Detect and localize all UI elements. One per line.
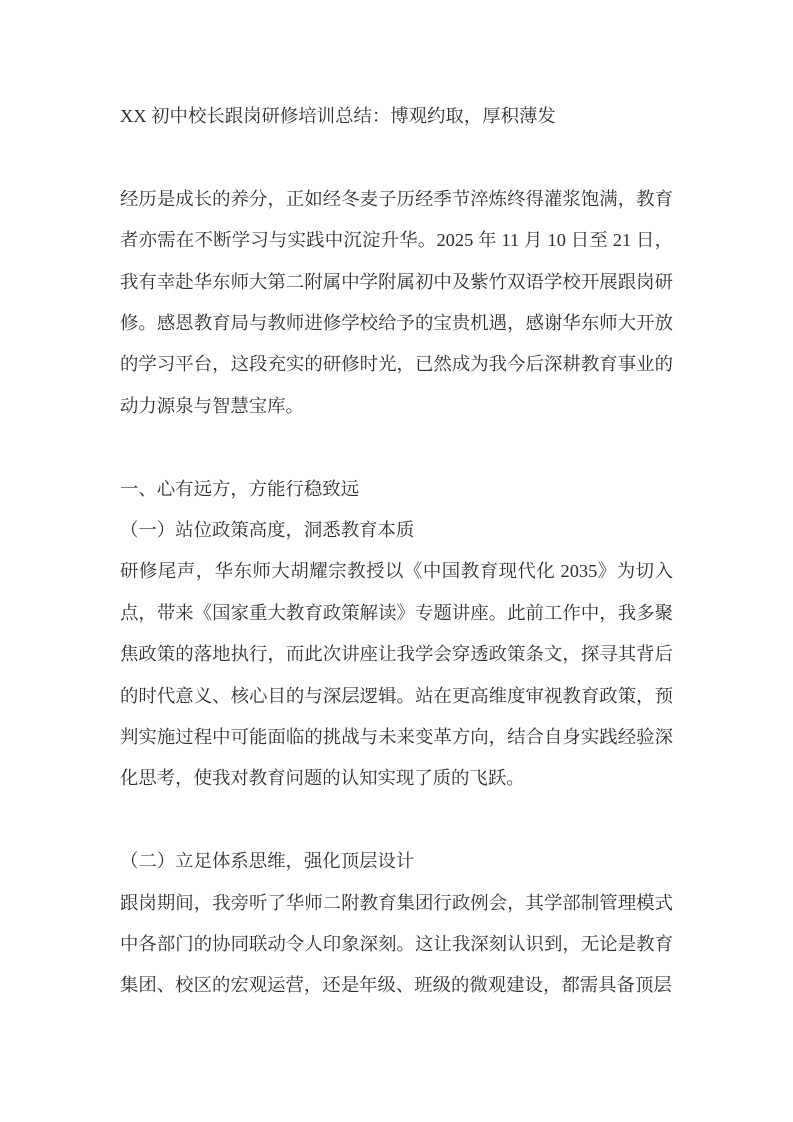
subsection-1-paragraph: 研修尾声，华东师大胡耀宗教授以《中国教育现代化 2035》为切入点，带来《国家重大教育政策解读》专题讲座。此前工作中，我多聚焦政策的落地执行，而此次讲座让我学会穿透政策条文，探寻其背后的时代意义、核心目的与深层逻辑。站在更高维度审视教育政策，预判实施过程中可能面临的挑战与未来变革方向，结合自身实践经验深化思考，使我对教育问题的认知实现了质的飞跃。 [120, 561, 673, 789]
document-title: XX 初中校长跟岗研修培训总结：博观约取，厚积薄发 [120, 106, 556, 126]
subsection-2-paragraph: 跟岗期间，我旁听了华师二附教育集团行政例会，其学部制管理模式中各部门的协同联动令人印象深刻。这让我深刻认识到，无论是教育集团、校区的宏观运营，还是年级、班级的微观建设，都需具备顶层 [120, 892, 673, 996]
subsection-1-heading: （一）站位政策高度，洞悉教育本质 [120, 520, 415, 541]
section-1-heading: 一、心有远方，方能行稳致远 [120, 478, 360, 499]
intro-paragraph: 经历是成长的养分，正如经冬麦子历经季节淬炼终得灌浆饱满，教育者亦需在不断学习与实践中沉淀升华。2025 年 11 月 10 日至 21 日，我有幸赴华东师大第二附属中学附属初中及紫竹双语学校开展跟岗研修。感恩教育局与教师进修学校给予的宝贵机遇，感谢华东师大开放的学习平台，这段充实的研修时光，已然成为我今后深耕教育事业的动力源泉与智慧宝库。 [120, 188, 673, 416]
subsection-2-heading: （二）立足体系思维，强化顶层设计 [120, 851, 415, 872]
